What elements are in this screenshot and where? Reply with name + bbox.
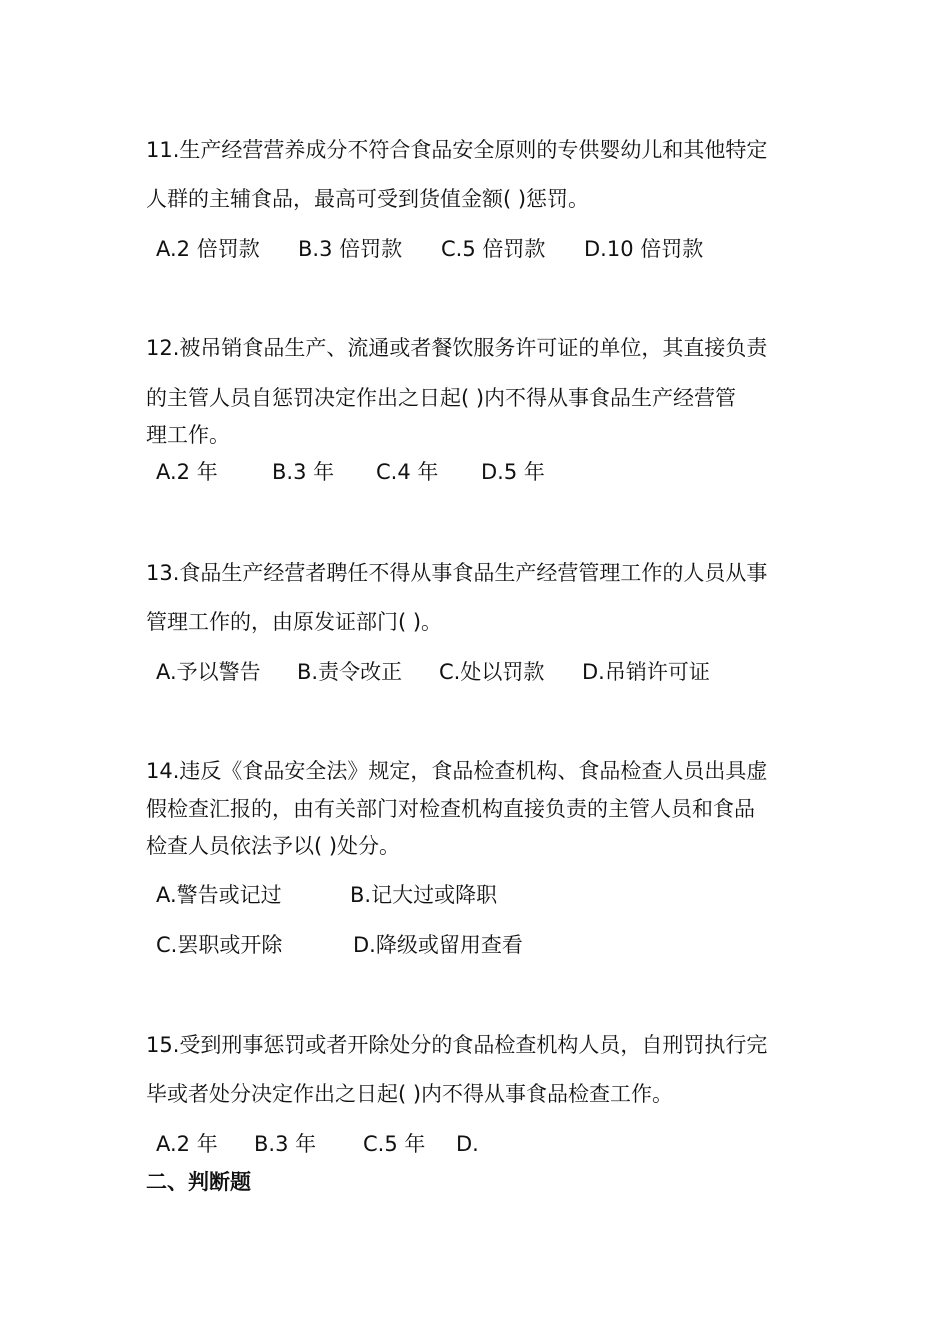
q14-option-a: A.警告或记过	[156, 883, 282, 907]
q12-option-a: A.2 年	[156, 460, 218, 484]
q13-option-b: B.责令改正	[297, 660, 403, 684]
q15-option-c: C.5 年	[363, 1132, 426, 1156]
q11-stem-line-2: 人群的主辅食品，最高可受到货值金额( )惩罚。	[146, 187, 590, 211]
q12-option-b: B.3 年	[272, 460, 335, 484]
q11-option-b: B.3 倍罚款	[298, 237, 403, 261]
q11-option-d: D.10 倍罚款	[584, 237, 704, 261]
q13-option-d: D.吊销许可证	[582, 660, 710, 684]
q15-option-d: D.	[456, 1132, 479, 1156]
q14-option-d: D.降级或留用查看	[353, 933, 523, 957]
q15-option-b: B.3 年	[254, 1132, 317, 1156]
q11-stem-line-1: 11.生产经营营养成分不符合食品安全原则的专供婴幼儿和其他特定	[146, 138, 768, 162]
q14-stem-line-1: 14.违反《食品安全法》规定，食品检查机构、食品检查人员出具虚	[146, 759, 768, 783]
q12-option-c: C.4 年	[376, 460, 439, 484]
q15-stem-line-2: 毕或者处分决定作出之日起( )内不得从事食品检查工作。	[146, 1082, 674, 1106]
q15-stem-line-1: 15.受到刑事惩罚或者开除处分的食品检查机构人员，自刑罚执行完	[146, 1033, 768, 1057]
q13-option-a: A.予以警告	[156, 660, 261, 684]
q12-stem-line-2: 的主管人员自惩罚决定作出之日起( )内不得从事食品生产经营管	[146, 386, 737, 410]
q12-option-d: D.5 年	[481, 460, 545, 484]
q12-stem-line-1: 12.被吊销食品生产、流通或者餐饮服务许可证的单位，其直接负责	[146, 336, 768, 360]
q14-option-b: B.记大过或降职	[350, 883, 498, 907]
q13-stem-line-2: 管理工作的，由原发证部门( )。	[146, 610, 443, 634]
q14-stem-line-3: 检查人员依法予以( )处分。	[146, 834, 401, 858]
q14-option-c: C.罢职或开除	[156, 933, 283, 957]
q11-option-a: A.2 倍罚款	[156, 237, 260, 261]
section-heading: 二、判断题	[146, 1170, 251, 1194]
q13-option-c: C.处以罚款	[439, 660, 545, 684]
q15-option-a: A.2 年	[156, 1132, 218, 1156]
q13-stem-line-1: 13.食品生产经营者聘任不得从事食品生产经营管理工作的人员从事	[146, 561, 768, 585]
q14-stem-line-2: 假检查汇报的，由有关部门对检查机构直接负责的主管人员和食品	[146, 797, 755, 821]
q11-option-c: C.5 倍罚款	[441, 237, 546, 261]
q12-stem-line-3: 理工作。	[146, 423, 230, 447]
